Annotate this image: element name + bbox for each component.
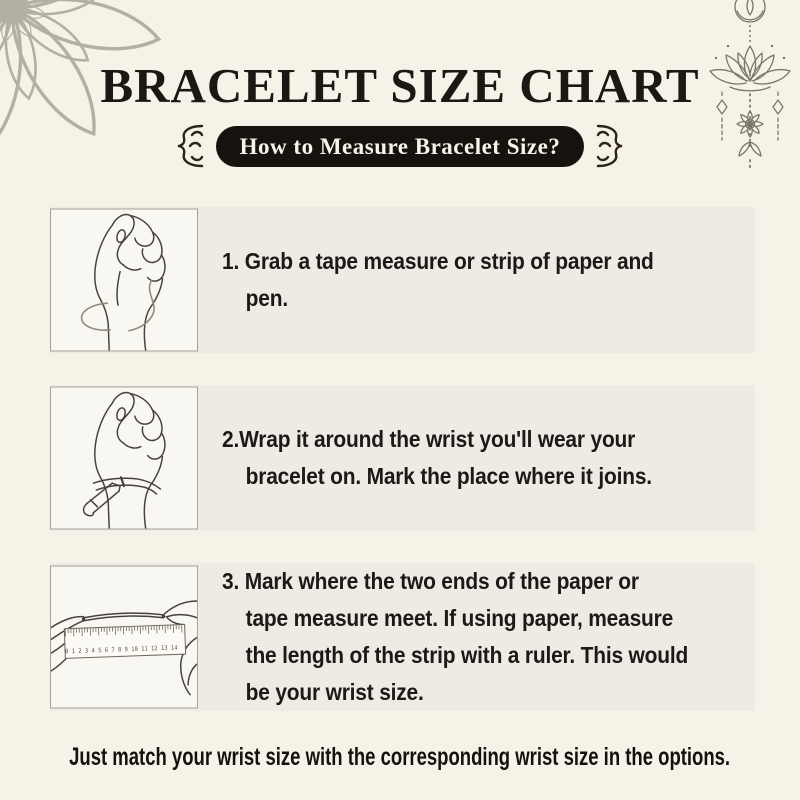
step-text-line: the length of the strip with a ruler. This would <box>245 642 689 668</box>
step-3-illustration-box <box>50 566 198 709</box>
ruler-numbers: 0 1 2 3 4 5 6 7 8 9 10 11 12 13 14 <box>65 644 191 656</box>
step-1-illustration-box <box>50 209 198 352</box>
hands-holding-strip-over-ruler-icon <box>51 567 197 708</box>
step-text-line: be your wrist size. <box>245 679 424 705</box>
step-text-line: 3. Mark where the two ends of the paper or <box>222 568 639 594</box>
step-1-text <box>222 243 654 317</box>
hand-with-pen-marking-wrist-icon <box>51 388 197 529</box>
steps-list <box>50 207 800 711</box>
how-to-measure-badge: How to Measure Bracelet Size? <box>216 126 585 167</box>
ruler <box>64 625 191 659</box>
footer <box>0 743 800 772</box>
flourish-right-icon <box>593 123 627 169</box>
step-row-3 <box>50 563 755 711</box>
page-title: BRACELET SIZE CHART <box>100 58 700 113</box>
step-2-illustration-box <box>50 387 198 530</box>
step-text-line: tape measure meet. If using paper, measure <box>245 605 674 631</box>
mandala-flower-icon <box>0 0 250 170</box>
step-text-line: bracelet on. Mark the place where it joins. <box>245 463 652 489</box>
step-row-1 <box>50 207 755 353</box>
step-text-line: 1. Grab a tape measure or strip of paper and <box>222 248 654 274</box>
step-text-line: pen. <box>245 285 288 311</box>
lotus-charm-icon <box>698 0 800 172</box>
step-row-2 <box>50 385 755 531</box>
step-3-text <box>222 563 688 711</box>
footer-note: Just match your wrist size with the corresponding wrist size in the options. <box>69 743 731 771</box>
step-text-line: 2.Wrap it around the wrist you'll wear your <box>222 426 636 452</box>
step-2-text <box>222 421 652 495</box>
hand-with-tape-loop-icon <box>51 210 197 351</box>
